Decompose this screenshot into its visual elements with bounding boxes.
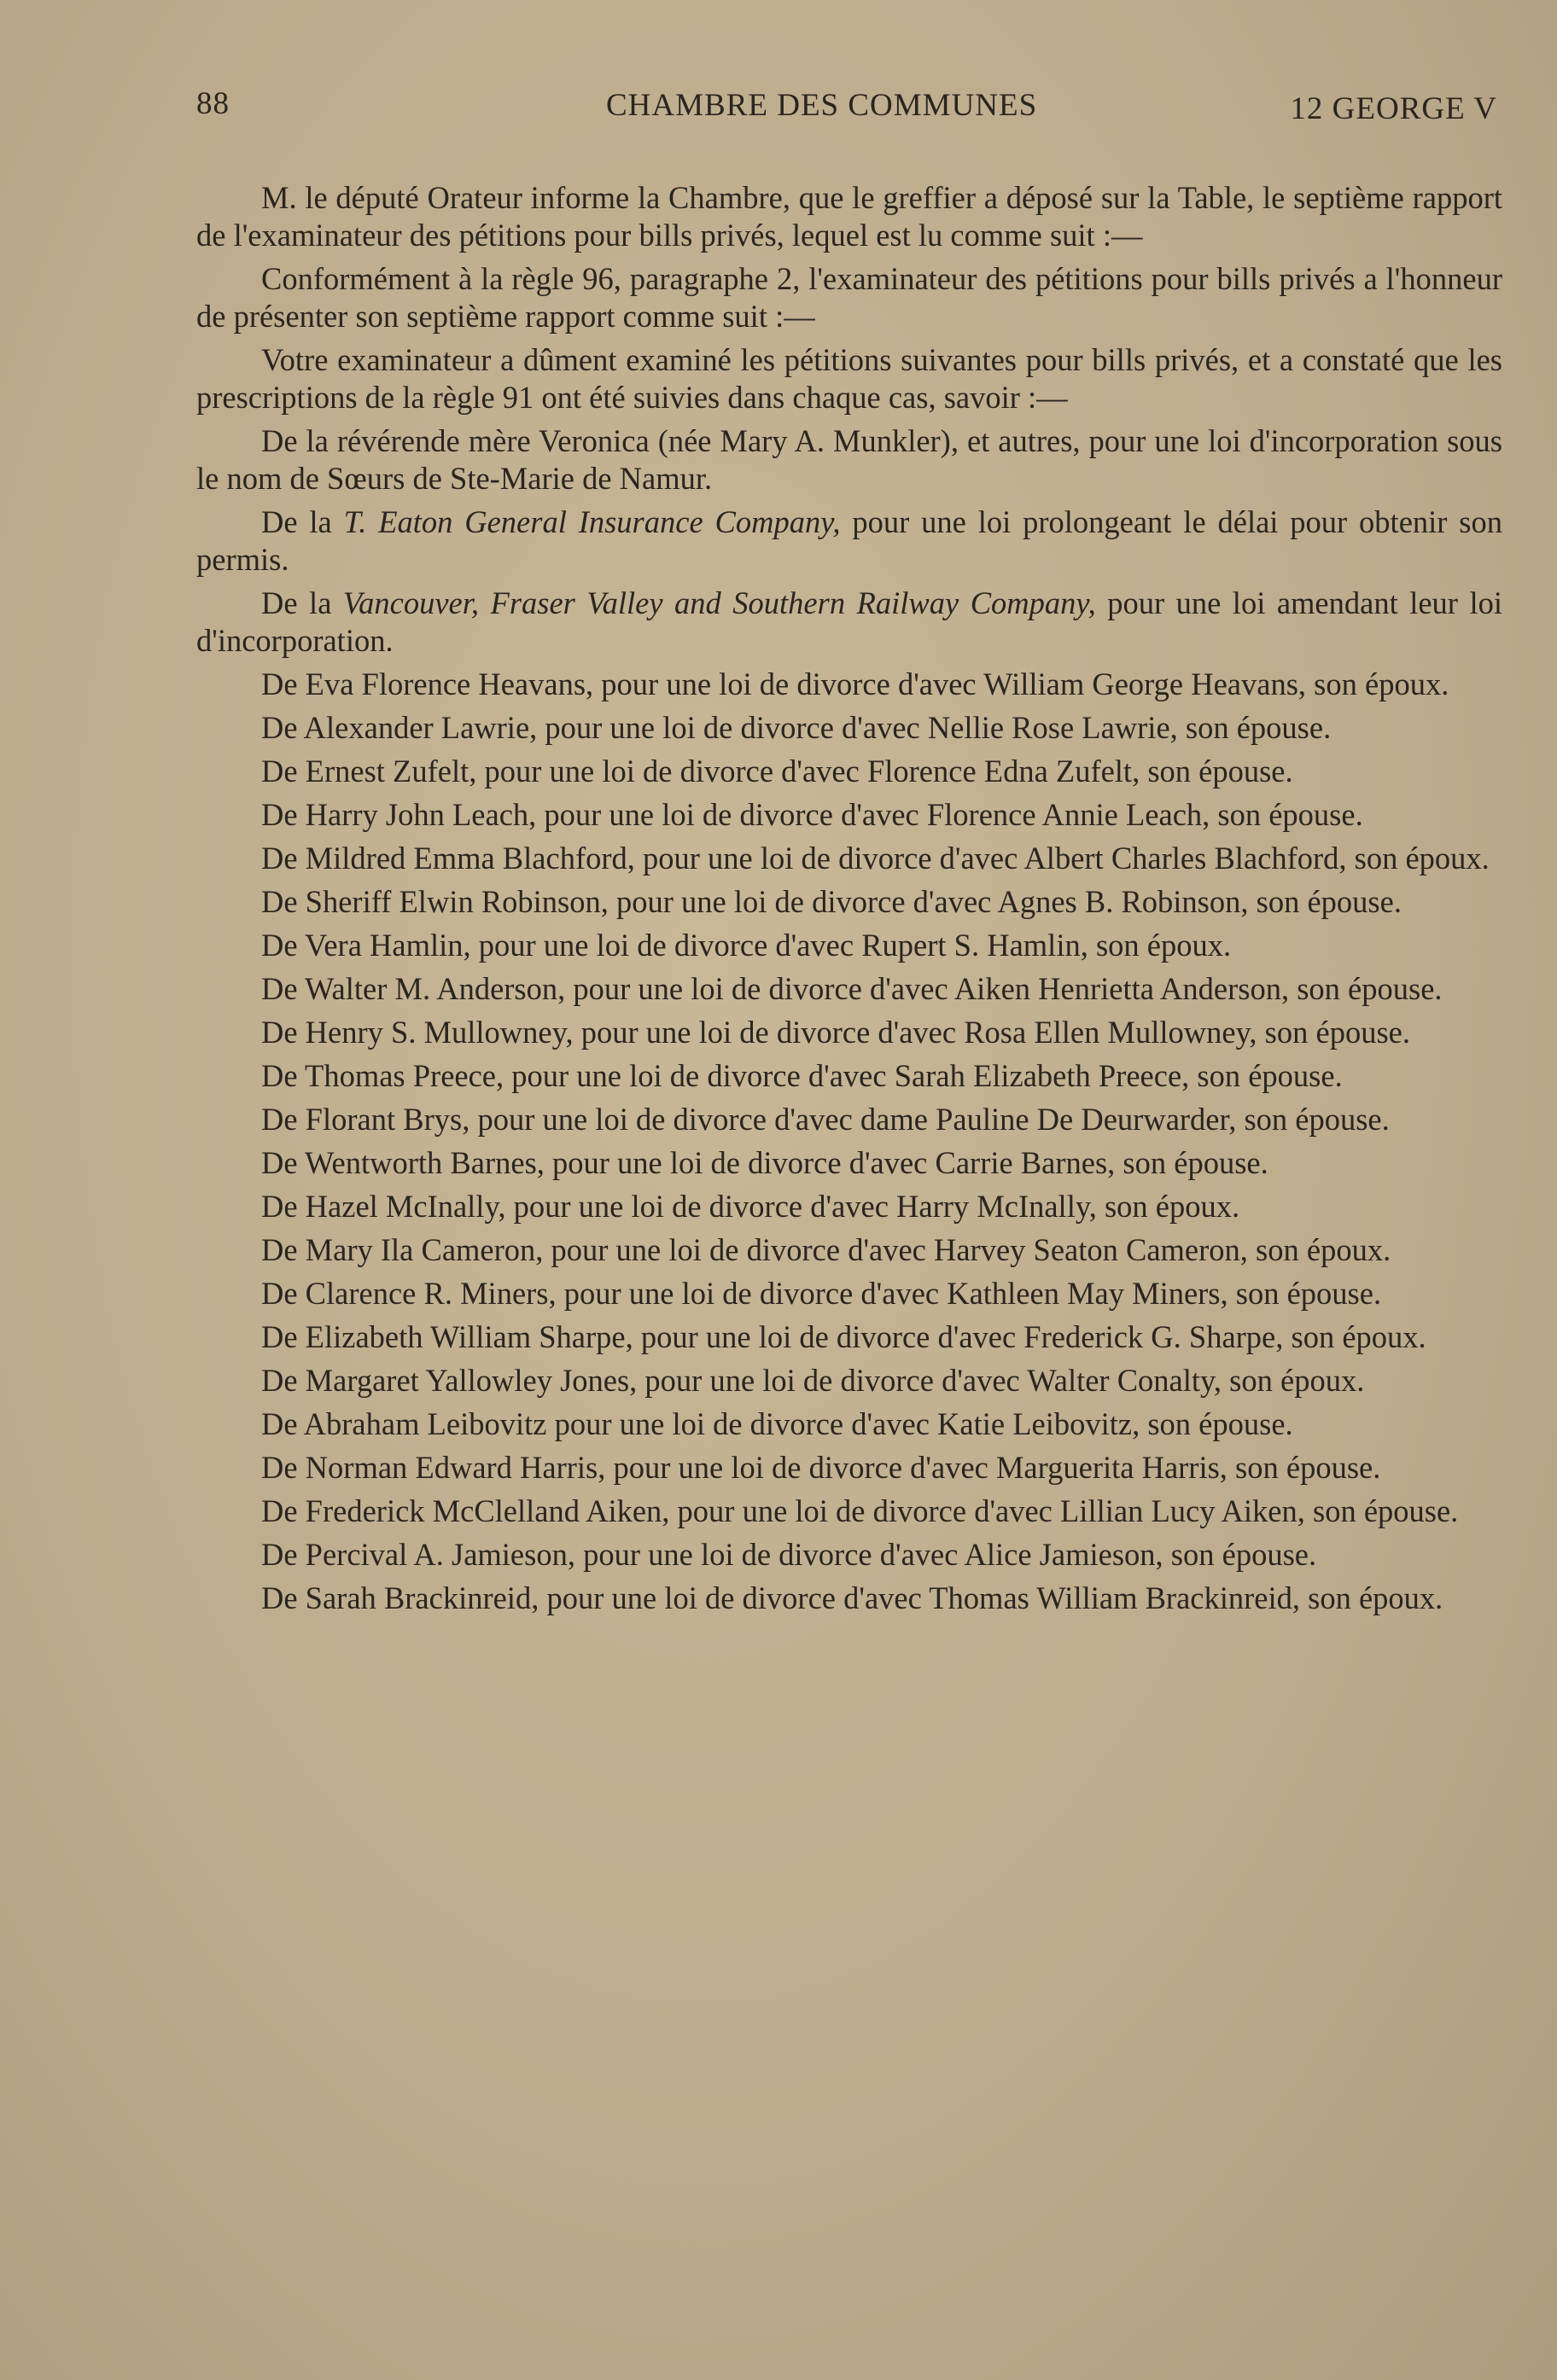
petition-entry: De Vera Hamlin, pour une loi de divorce d'avec Rupert S. Hamlin, son époux.: [261, 928, 1232, 963]
petition-entry: De Abraham Leibovitz pour une loi de divorce d'avec Katie Leibovitz, son épouse.: [261, 1406, 1293, 1441]
entry-prefix: De la: [261, 504, 344, 539]
petition-entry: De Sarah Brackinreid, pour une loi de divorce d'avec Thomas William Brackinreid, son époux.: [261, 1580, 1443, 1615]
petition-entry: De Ernest Zufelt, pour une loi de divorce d'avec Florence Edna Zufelt, son épouse.: [261, 754, 1293, 788]
petition-entry: De Mildred Emma Blachford, pour une loi de divorce d'avec Albert Charles Blachford, son époux.: [261, 841, 1490, 876]
page-header: [196, 85, 1497, 137]
petition-entry: [196, 503, 1502, 579]
intro-paragraph: Conformément à la règle 96, paragraphe 2, l'examinateur des pétitions pour bills privés a l'honneur de présenter son septième rapport comme suit :—: [196, 261, 1502, 334]
company-name: Vancouver, Fraser Valley and Southern Railway Company,: [342, 585, 1096, 620]
intro-paragraph: M. le député Orateur informe la Chambre, que le greffier a déposé sur la Table, le septième rapport de l'examinateur des pétitions pour bills privés, lequel est lu comme suit :—: [196, 180, 1502, 253]
petition-entry: De Walter M. Anderson, pour une loi de divorce d'avec Aiken Henrietta Anderson, son épouse.: [261, 971, 1443, 1006]
petition-entry: De Alexander Lawrie, pour une loi de divorce d'avec Nellie Rose Lawrie, son épouse.: [261, 710, 1332, 745]
petition-entry: De Hazel McInally, pour une loi de divorce d'avec Harry McInally, son époux.: [261, 1189, 1240, 1224]
petition-entry: De Thomas Preece, pour une loi de divorce d'avec Sarah Elizabeth Preece, son épouse.: [261, 1058, 1343, 1093]
petition-entry: [196, 585, 1502, 660]
petition-entry: De Clarence R. Miners, pour une loi de divorce d'avec Kathleen May Miners, son épouse.: [261, 1276, 1382, 1311]
petition-entry: De Wentworth Barnes, pour une loi de divorce d'avec Carrie Barnes, son épouse.: [261, 1145, 1268, 1180]
petition-entry: De Norman Edward Harris, pour une loi de divorce d'avec Marguerita Harris, son épouse.: [261, 1450, 1381, 1485]
petition-entry: De Margaret Yallowley Jones, pour une loi de divorce d'avec Walter Conalty, son époux.: [261, 1363, 1365, 1398]
page-number: 88: [196, 86, 230, 121]
intro-paragraph: Votre examinateur a dûment examiné les pétitions suivantes pour bills privés, et a constaté que les prescriptions de la règle 91 ont été suivies dans chaque cas, savoir :—: [196, 342, 1502, 415]
petition-entry: De Florant Brys, pour une loi de divorce d'avec dame Pauline De Deurwarder, son épouse.: [261, 1102, 1390, 1137]
petition-entry: De la révérende mère Veronica (née Mary A. Munkler), et autres, pour une loi d'incorporation sous le nom de Sœurs de Ste-Marie de Namur.: [196, 423, 1502, 496]
petition-entry: De Henry S. Mullowney, pour une loi de divorce d'avec Rosa Ellen Mullowney, son épouse.: [261, 1015, 1410, 1050]
petition-entry: De Eva Florence Heavans, pour une loi de divorce d'avec William George Heavans, son époux.: [261, 666, 1449, 701]
entry-prefix: De la: [261, 585, 343, 620]
petition-list: [196, 422, 1502, 1617]
petition-entry: De Elizabeth William Sharpe, pour une loi de divorce d'avec Frederick G. Sharpe, son époux.: [261, 1319, 1426, 1354]
company-name: T. Eaton General Insurance Company,: [343, 504, 841, 539]
document-body: [196, 179, 1502, 1623]
session-label: 12 GEORGE V: [1290, 91, 1497, 126]
petition-entry: De Percival A. Jamieson, pour une loi de divorce d'avec Alice Jamieson, son épouse.: [261, 1537, 1317, 1572]
petition-entry: De Mary Ila Cameron, pour une loi de divorce d'avec Harvey Seaton Cameron, son époux.: [261, 1232, 1391, 1267]
petition-entry: De Sheriff Elwin Robinson, pour une loi de divorce d'avec Agnes B. Robinson, son épouse.: [261, 884, 1402, 919]
petition-entry: De Frederick McClelland Aiken, pour une loi de divorce d'avec Lillian Lucy Aiken, son épouse.: [261, 1493, 1459, 1528]
page-title: CHAMBRE DES COMMUNES: [606, 88, 1038, 123]
entry-suffix: pour une loi amendant leur loi d'incorporation.: [196, 585, 1502, 658]
entry-suffix: pour une loi prolongeant le délai pour obtenir son permis.: [196, 504, 1502, 577]
petition-entry: De Harry John Leach, pour une loi de divorce d'avec Florence Annie Leach, son épouse.: [261, 797, 1363, 832]
